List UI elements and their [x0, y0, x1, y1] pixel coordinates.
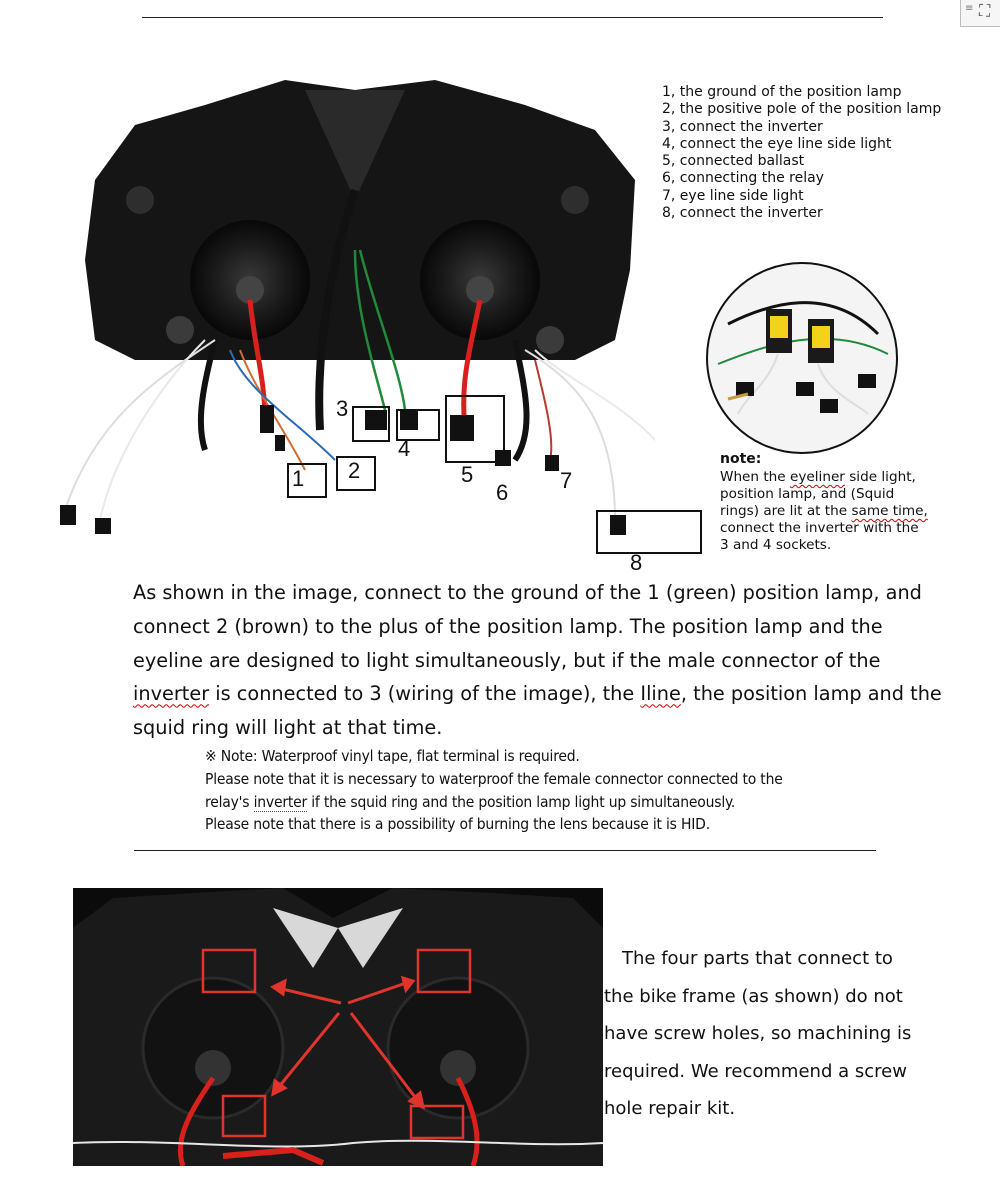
legend-item: 5, connected ballast [662, 153, 805, 170]
machining-note-line: have screw holes, so machining is [604, 1023, 912, 1044]
mounting-points-photo [73, 888, 603, 1166]
note-text: position lamp, and (Squid [720, 486, 895, 502]
machining-note-line: hole repair kit. [604, 1098, 736, 1119]
callout-6: 6 [496, 480, 509, 505]
subnote-line: relay's [205, 792, 254, 811]
paragraph-text: As shown in the image, connect to the ground of the 1 (green) position lamp, and connect 2 (brown) to the plus of the position lamp. The position lamp and the eyeline are designed to light simultaneously, but if the male connector of the [133, 581, 922, 672]
machining-note-line: required. We recommend a screw [604, 1060, 907, 1082]
expand-icon: ⛶ [979, 1, 991, 20]
paragraph-text: Iline [640, 682, 681, 706]
machining-note-line: The four parts that connect to [622, 948, 893, 969]
subnote-line: if the squid ring and the position lamp light up simultaneously. [307, 792, 736, 811]
callout-4: 4 [398, 436, 411, 461]
legend-item: 1, the ground of the position lamp [662, 84, 902, 100]
note-text: When the [720, 469, 790, 485]
waterproof-note [205, 745, 965, 836]
callout-box-5 [445, 395, 505, 463]
legend-item: 4, connect the eye line side light [662, 135, 892, 152]
menu-icon: ≡ [965, 3, 974, 14]
callout-box-8 [596, 510, 702, 554]
machining-note-line: the bike frame (as shown) do not [604, 985, 903, 1007]
note-text: rings) are lit at the [720, 503, 852, 519]
paragraph-text: is connected to 3 (wiring of the image), the [209, 682, 641, 706]
image-tool-widget[interactable] [960, 0, 1000, 27]
note-text: same time, [851, 503, 928, 519]
note-text: side light, [844, 469, 916, 485]
callout-2: 2 [348, 458, 361, 483]
note-body [720, 469, 980, 554]
section-divider [134, 850, 876, 851]
instruction-paragraph [133, 576, 953, 745]
callout-3: 3 [336, 396, 349, 421]
legend-item: 8, connect the inverter [662, 205, 823, 222]
legend-item: 2, the positive pole of the position lamp [662, 101, 942, 118]
note-text: eyeliner [790, 469, 845, 485]
callout-8: 8 [630, 550, 643, 575]
subnote-line: inverter [253, 792, 308, 811]
callout-5: 5 [461, 462, 474, 487]
note-title: note: [720, 451, 762, 467]
note-text: 3 and 4 sockets. [720, 537, 832, 553]
subnote-line: Please note that there is a possibility of burning the lens because it is HID. [205, 815, 710, 834]
relay-closeup-inset [706, 262, 898, 454]
subnote-line: Please note that it is necessary to waterproof the female connector connected to the [205, 769, 783, 788]
wiring-legend [662, 84, 962, 222]
callout-box-3 [352, 406, 390, 442]
legend-item: 7, eye line side light [662, 187, 804, 204]
machining-note [604, 940, 984, 1128]
callout-1: 1 [292, 466, 305, 491]
legend-item: 6, connecting the relay [662, 170, 824, 187]
legend-item: 3, connect the inverter [662, 118, 823, 135]
top-divider [142, 17, 883, 18]
note-text: connect the inverter with the [720, 520, 919, 536]
paragraph-text: , the position lamp and the squid ring will light at that time. [133, 682, 942, 740]
relay-closeup-photo [708, 264, 896, 452]
paragraph-text: inverter [133, 682, 210, 706]
subnote-line: ※ Note: Waterproof vinyl tape, flat terminal is required. [205, 747, 580, 765]
callout-7: 7 [560, 468, 573, 493]
